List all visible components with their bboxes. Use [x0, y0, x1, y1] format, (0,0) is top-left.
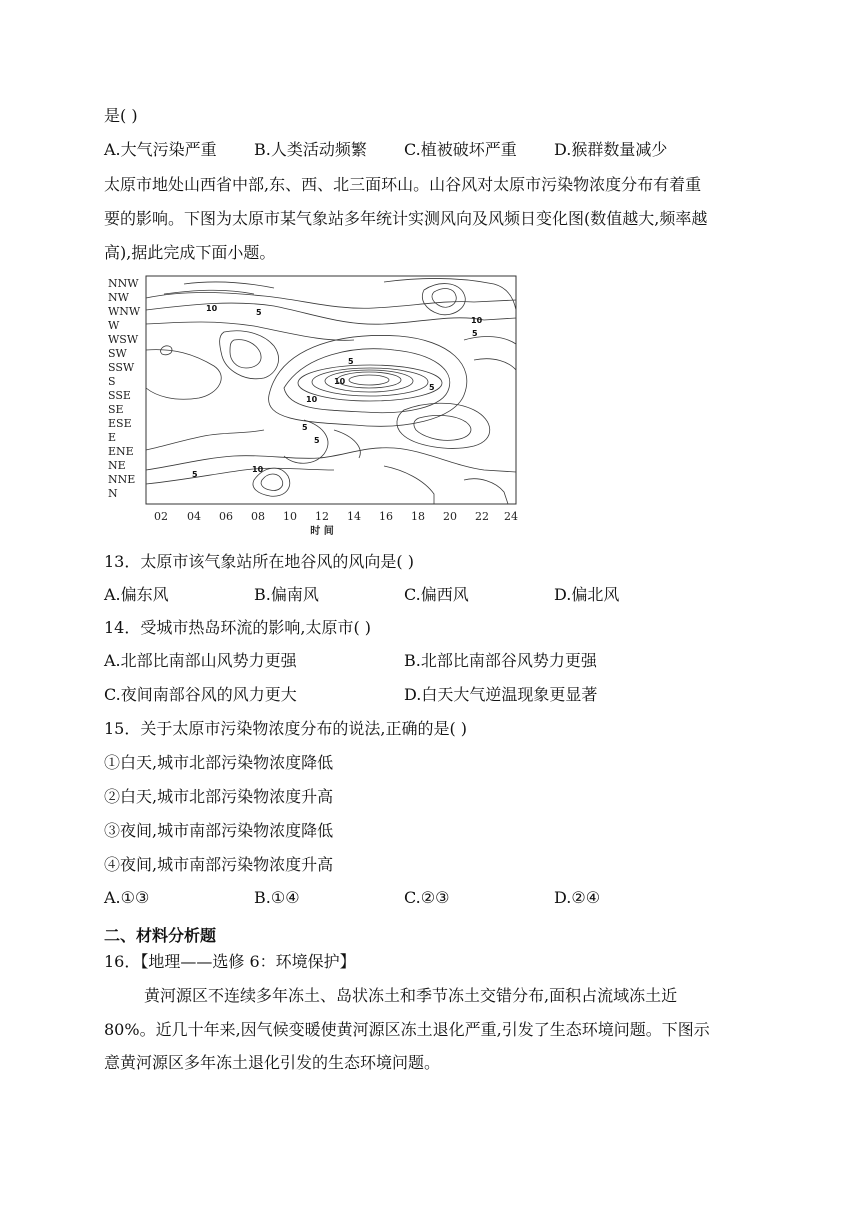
contour-label: 10: [252, 465, 264, 474]
y-label: NE: [108, 459, 126, 472]
q12-option-c: C.植被破坏严重: [404, 140, 517, 159]
q12-option-d: D.猴群数量减少: [554, 140, 668, 159]
q15-statement-3: ③夜间,城市南部污染物浓度降低: [104, 821, 334, 840]
y-label: E: [108, 431, 117, 444]
y-label: NNW: [108, 277, 139, 290]
q15-option-c: C.②③: [404, 888, 450, 907]
q15-option-d: D.②④: [554, 888, 601, 907]
contour-label: 10: [306, 395, 318, 404]
q16-para-line-2: 80%。近几十年来,因气候变暖使黄河源区冻土退化严重,引发了生态环境问题。下图示: [104, 1020, 710, 1039]
x-label: 08: [251, 510, 265, 523]
y-label: SE: [108, 403, 124, 416]
y-label: SSW: [108, 361, 135, 374]
x-label: 06: [219, 510, 233, 523]
q14-option-b: B.北部比南部谷风势力更强: [404, 651, 597, 670]
q14-option-c: C.夜间南部谷风的风力更大: [104, 685, 297, 704]
q12-option-b: B.人类活动频繁: [254, 140, 367, 159]
y-label: W: [108, 319, 120, 332]
y-label: WNW: [108, 305, 141, 318]
contour-label: 5: [314, 436, 320, 445]
x-label: 16: [379, 510, 393, 523]
material-line-2: 要的影响。下图为太原市某气象站多年统计实测风向及风频日变化图(数值越大,频率越: [104, 209, 708, 228]
q16-stem: 16．【地理——选修 6：环境保护】: [104, 952, 356, 971]
x-label: 20: [443, 510, 457, 523]
material-line-3: 高),据此完成下面小题。: [104, 243, 276, 262]
q13-option-a: A.偏东风: [104, 585, 169, 604]
contour-label: 5: [192, 470, 198, 479]
x-label: 14: [347, 510, 361, 523]
x-label: 24: [504, 510, 518, 523]
y-label: WSW: [108, 333, 139, 346]
contour-label: 5: [256, 308, 262, 317]
wind-frequency-figure: [104, 270, 524, 538]
y-label: S: [108, 375, 116, 388]
y-label: SW: [108, 347, 127, 360]
q14-option-a: A.北部比南部山风势力更强: [104, 651, 297, 670]
q12-option-a: A.大气污染严重: [104, 140, 217, 159]
x-label: 02: [154, 510, 168, 523]
q15-statement-4: ④夜间,城市南部污染物浓度升高: [104, 855, 334, 874]
q13-option-b: B.偏南风: [254, 585, 319, 604]
q13-option-d: D.偏北风: [554, 585, 620, 604]
q16-para-line-3: 意黄河源区多年冻土退化引发的生态环境问题。: [104, 1053, 441, 1072]
section-2-title: 二、材料分析题: [104, 926, 217, 945]
contour-label: 5: [302, 423, 308, 432]
x-label: 22: [475, 510, 489, 523]
x-label: 10: [283, 510, 297, 523]
q15-option-a: A.①③: [104, 888, 150, 907]
y-label: N: [108, 487, 118, 500]
y-axis-labels: [108, 277, 141, 500]
y-label: ESE: [108, 417, 132, 430]
x-label: 04: [187, 510, 201, 523]
contour-label: 10: [334, 377, 346, 386]
contour-label: 10: [206, 304, 218, 313]
y-label: ENE: [108, 445, 134, 458]
x-axis-labels: [154, 510, 518, 523]
q16-para-line-1: 黄河源区不连续多年冻土、岛状冻土和季节冻土交错分布,面积占流域冻土近: [144, 986, 678, 1005]
q14-stem: 14．受城市热岛环流的影响,太原市( ): [104, 618, 372, 637]
y-label: SSE: [108, 389, 131, 402]
contour-label: 10: [471, 316, 483, 325]
q15-stem: 15．关于太原市污染物浓度分布的说法,正确的是( ): [104, 719, 468, 738]
contour-label: 5: [348, 357, 354, 366]
x-label: 18: [411, 510, 425, 523]
q15-option-b: B.①④: [254, 888, 300, 907]
q15-statement-1: ①白天,城市北部污染物浓度降低: [104, 753, 334, 772]
y-label: NNE: [108, 473, 136, 486]
q15-statement-2: ②白天,城市北部污染物浓度升高: [104, 787, 334, 806]
contour-label: 5: [472, 329, 478, 338]
material-line-1: 太原市地处山西省中部,东、西、北三面环山。山谷风对太原市污染物浓度分布有着重: [104, 175, 702, 194]
q14-option-d: D.白天大气逆温现象更显著: [404, 685, 598, 704]
q13-stem: 13．太原市该气象站所在地谷风的风向是( ): [104, 552, 414, 571]
contour-label: 5: [429, 383, 435, 392]
x-axis-title: 时 间: [310, 526, 334, 537]
q12-stem-tail: 是( ): [104, 106, 138, 125]
q13-option-c: C.偏西风: [404, 585, 469, 604]
y-label: NW: [108, 291, 129, 304]
x-label: 12: [315, 510, 329, 523]
